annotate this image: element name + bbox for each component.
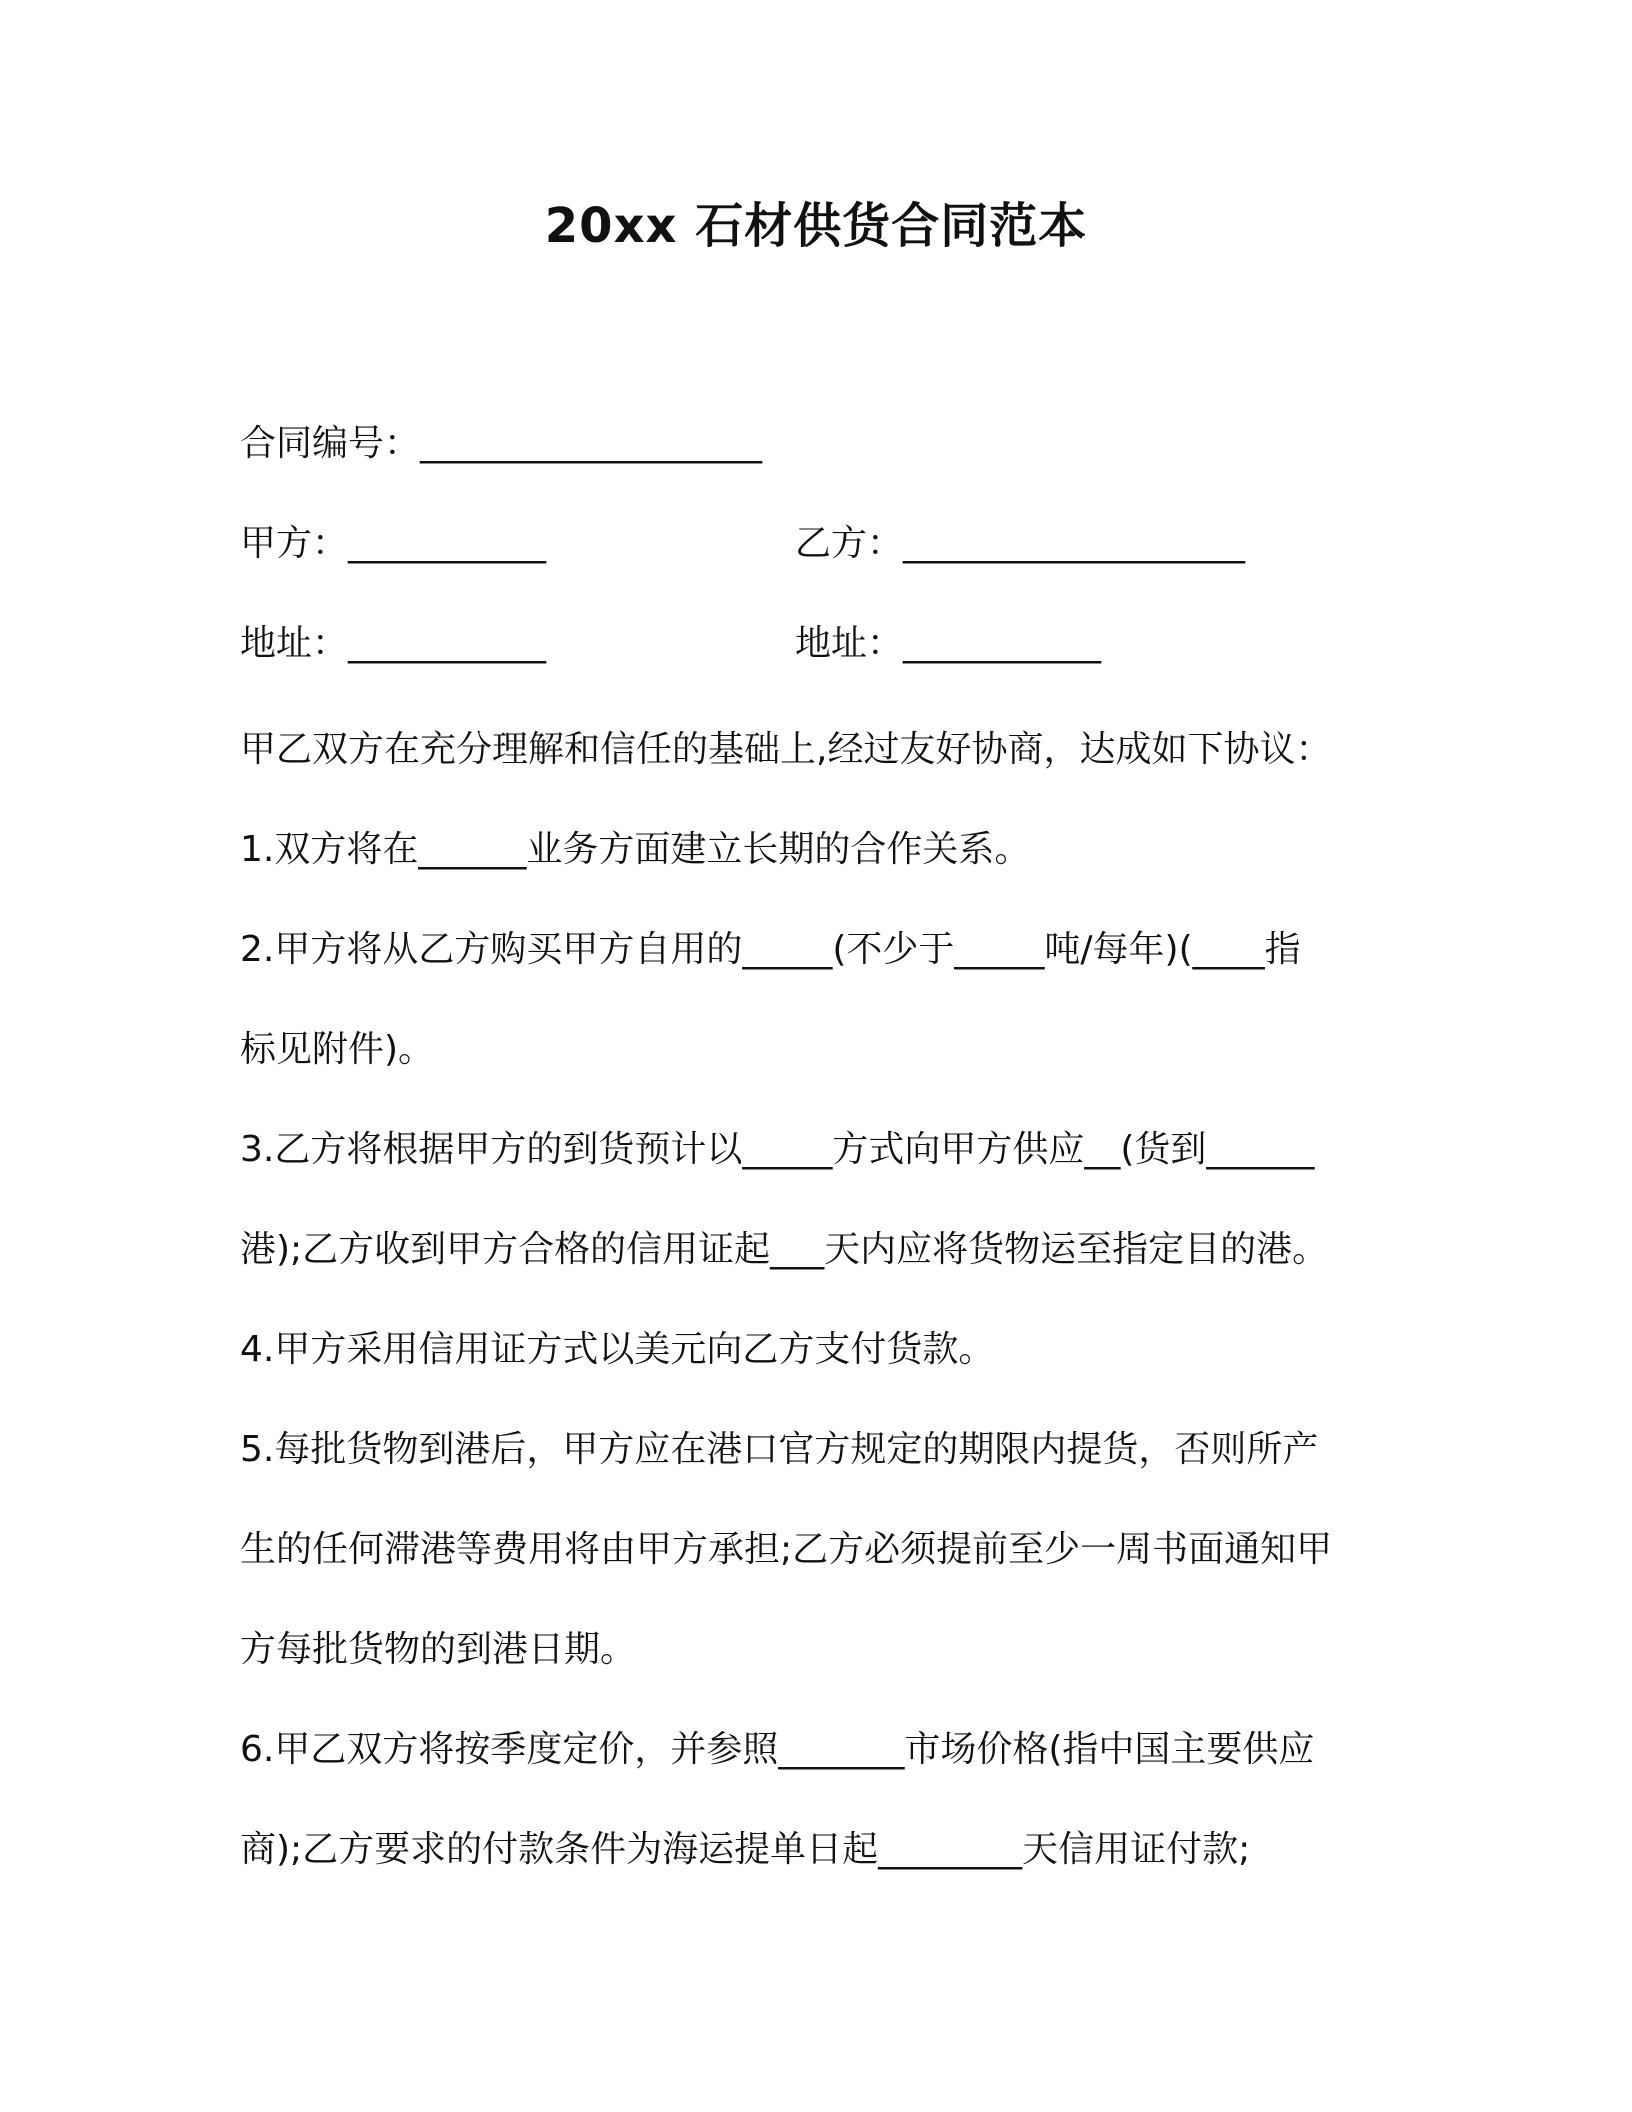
- party-a-line: 甲方：___________: [240, 523, 547, 564]
- intro-paragraph: 甲乙双方在充分理解和信任的基础上,经过友好协商，达成如下协议：: [240, 729, 1332, 770]
- document-title: 20xx 石材供货合同范本: [544, 198, 1088, 254]
- clause-6-line-1: 6.甲乙双方将按季度定价，并参照_______市场价格(指中国主要供应: [240, 1729, 1315, 1770]
- party-b-address-line: 地址：___________: [795, 623, 1102, 664]
- clause-1: 1.双方将在______业务方面建立长期的合作关系。: [240, 829, 1031, 870]
- clause-5-line-1: 5.每批货物到港后，甲方应在港口官方规定的期限内提货，否则所产: [240, 1429, 1319, 1470]
- clause-5-line-2: 生的任何滞港等费用将由甲方承担;乙方必须提前至少一周书面通知甲: [240, 1529, 1333, 1570]
- clause-2-line-2: 标见附件)。: [240, 1029, 435, 1070]
- party-a-address-line: 地址：___________: [240, 623, 547, 664]
- clause-3-line-1: 3.乙方将根据甲方的到货预计以_____方式向甲方供应__(货到______: [240, 1129, 1315, 1170]
- clause-6-line-2: 商);乙方要求的付款条件为海运提单日起________天信用证付款;: [240, 1829, 1251, 1870]
- clause-2-line-1: 2.甲方将从乙方购买甲方自用的_____(不少于_____吨/每年)(____指: [240, 929, 1301, 970]
- clause-4: 4.甲方采用信用证方式以美元向乙方支付货款。: [240, 1329, 995, 1370]
- clause-3-line-2: 港);乙方收到甲方合格的信用证起___天内应将货物运至指定目的港。: [240, 1229, 1329, 1270]
- contract-number-line: 合同编号：___________________: [240, 423, 763, 464]
- party-b-line: 乙方：___________________: [795, 523, 1246, 564]
- clause-5-line-3: 方每批货物的到港日期。: [240, 1629, 637, 1670]
